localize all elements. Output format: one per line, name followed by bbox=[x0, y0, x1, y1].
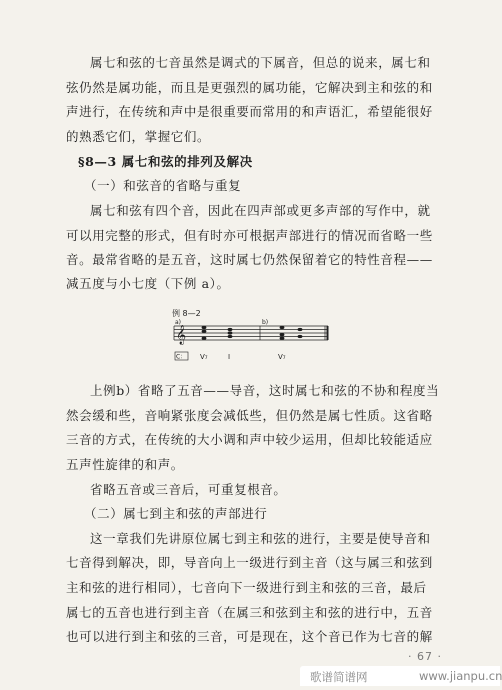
example-part-b-label: b) bbox=[262, 319, 269, 326]
paragraph-line: 属七和弦的七音虽然是调式的下属音，但总的说来，属七和 bbox=[90, 55, 431, 70]
paragraph-line: 属七的五音也进行到主音（在属三和弦到主和弦的进行中，五音 bbox=[66, 605, 433, 620]
paragraph-line: 也可以进行到主和弦的三音，可是现在，这个音已作为七音的解 bbox=[66, 629, 433, 644]
example-label: 例 8—2 bbox=[172, 309, 201, 318]
watermark-site-name[interactable]: 歌谱简谱网 bbox=[310, 670, 368, 684]
page-number: · 67 · bbox=[408, 650, 442, 663]
subsection-heading: （二）属七到主和弦的声部进行 bbox=[84, 506, 268, 521]
paragraph-line: 省略五音或三音后，可重复根音。 bbox=[90, 482, 287, 497]
paragraph-line: 五声性旋律的和声。 bbox=[66, 457, 184, 472]
watermark-url[interactable]: www.jianpu.cn bbox=[419, 669, 502, 683]
music-example-staff bbox=[170, 308, 330, 364]
paragraph-line: 上例b）省略了五音——导音，这时属七和弦的不协和程度当 bbox=[90, 383, 440, 398]
subsection-heading: （一）和弦音的省略与重复 bbox=[84, 178, 242, 193]
paragraph-line: 主和弦的进行相同），七音向下一级进行到主和弦的三音，最后 bbox=[66, 580, 427, 595]
chord-symbol-a: V₇ bbox=[200, 353, 208, 361]
example-part-a-label: a) bbox=[175, 319, 182, 326]
paragraph-line: 然会缓和些，音响紧张度会减低些，但仍然是属七性质。这省略 bbox=[66, 408, 433, 423]
paragraph-line: 的熟悉它们，掌握它们。 bbox=[66, 129, 211, 144]
section-heading: §8—3 属七和弦的排列及解决 bbox=[78, 154, 253, 169]
paragraph-line: 可以用完整的形式，但有时亦可根据声部进行的情况而省略一些 bbox=[66, 228, 433, 243]
chord-symbol-b: V₇ bbox=[278, 353, 286, 361]
chord-symbol-a2: I bbox=[228, 353, 231, 361]
paragraph-line: 这一章我们先讲原位属七到主和弦的进行，主要是使导音和 bbox=[90, 531, 431, 546]
paragraph-line: 音。最常省略的是五音，这时属七仍然保留着它的特性音程—— bbox=[66, 252, 433, 267]
music-example bbox=[170, 308, 330, 364]
paragraph-line: 三音的方式，在传统的大小调和声中较少运用，但却比较能适应 bbox=[66, 432, 433, 447]
paragraph-line: 弦仍然是属功能，而且是更强烈的属功能，它解决到主和弦的和 bbox=[66, 80, 433, 95]
paragraph-line: 属七和弦有四个音，因此在四声部或更多声部的写作中，就 bbox=[90, 203, 431, 218]
key-label: C： bbox=[176, 353, 187, 361]
paragraph-line: 声进行，在传统和声中是很重要而常用的和声语汇，希望能很好 bbox=[66, 104, 433, 119]
paragraph-line: 七音得到解决，即，导音向上一级进行到主音（这与属三和弦到 bbox=[66, 555, 433, 570]
paragraph-line: 减五度与小七度（下例 a）。 bbox=[66, 276, 230, 291]
treble-clef-icon: 𝄞 bbox=[176, 325, 187, 345]
